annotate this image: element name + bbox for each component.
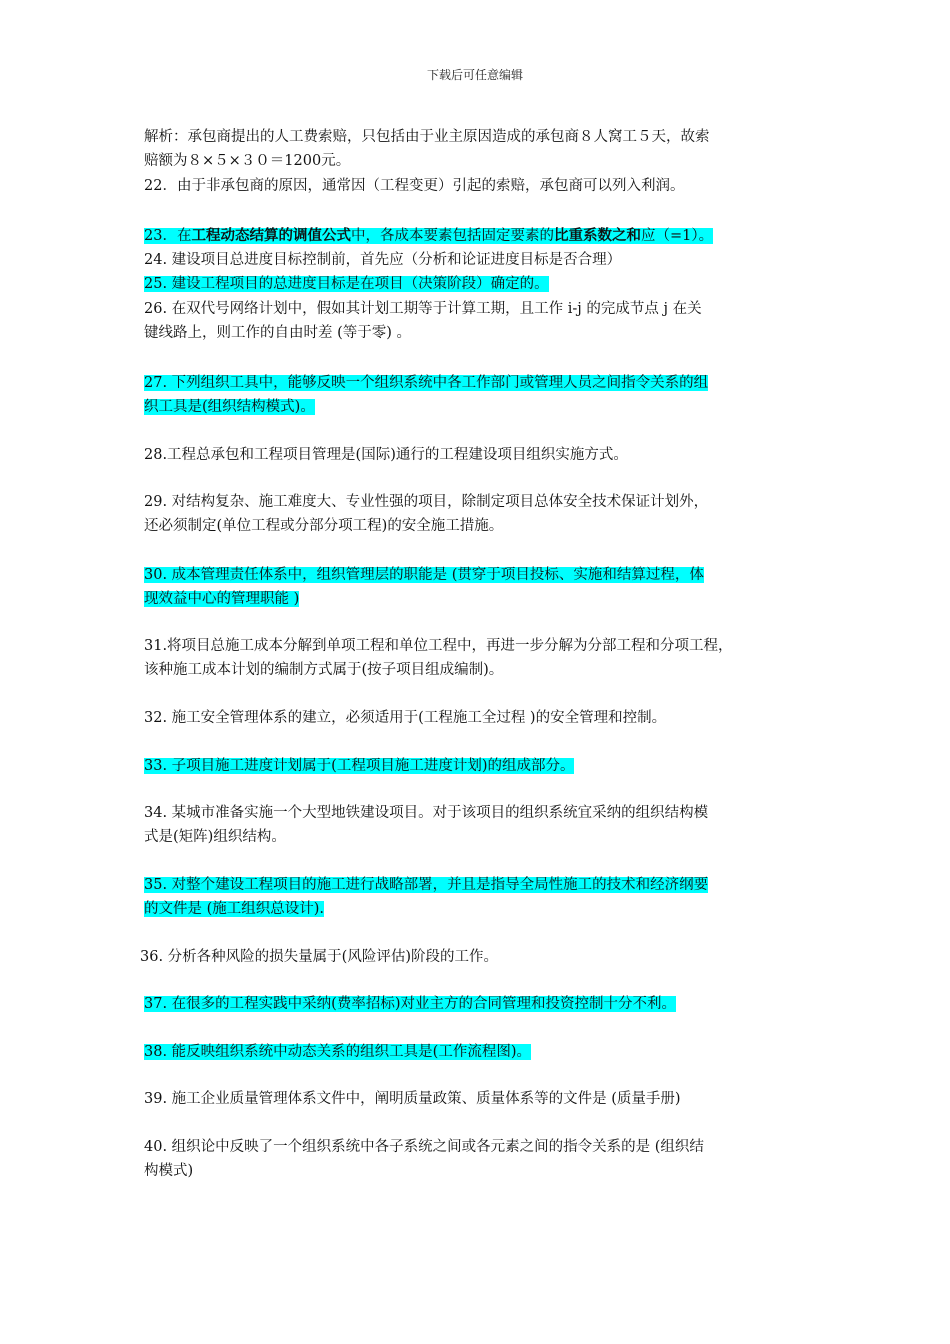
bold-term: 比重系数之和 <box>553 227 641 244</box>
text-line: 32. 施工安全管理体系的建立，必须适用于(工程施工全过程 )的安全管理和控制。 <box>144 710 667 726</box>
highlight-span: 现效益中心的管理职能 ) <box>144 591 300 607</box>
highlight-span: 38. 能反映组织系统中动态关系的组织工具是(工作流程图)。 <box>144 1044 531 1060</box>
text-line-highlighted <box>144 397 315 417</box>
text-line-highlighted <box>144 1042 531 1062</box>
text-line: 24. 建设项目总进度目标控制前，首先应（分析和论证进度目标是否合理） <box>144 252 622 268</box>
text-line-highlighted <box>144 589 299 609</box>
text-part: 中，各成本要素包括固定要素的 <box>350 228 554 244</box>
text-line: 26. 在双代号网络计划中，假如其计划工期等于计算工期，且工作 i-j 的完成节点 j 在关 <box>144 301 702 317</box>
text-line-highlighted <box>144 899 324 919</box>
text-line: 键线路上，则工作的自由时差 (等于零) 。 <box>144 325 412 341</box>
text-line-highlighted <box>144 994 676 1014</box>
text-line-highlighted <box>144 226 713 246</box>
text-line-highlighted <box>144 565 704 585</box>
bold-term: 工程动态结算的调值公式 <box>191 227 351 244</box>
text-line-highlighted <box>144 875 708 895</box>
text-line: 29. 对结构复杂、施工难度大、专业性强的项目，除制定项目总体安全技术保证计划外， <box>144 494 709 510</box>
highlight-span: 37. 在很多的工程实践中采纳(费率招标)对业主方的合同管理和投资控制十分不利。 <box>144 996 676 1012</box>
highlight-span: 30. 成本管理责任体系中，组织管理层的职能是 (贯穿于项目投标、实施和结算过程，体 <box>144 567 704 583</box>
page-header: 下载后可任意编辑 <box>426 68 523 82</box>
text-line: 还必须制定(单位工程或分部分项工程)的安全施工措施。 <box>144 518 504 534</box>
text-part: 23．在 <box>144 228 192 244</box>
text-line: 28.工程总承包和工程项目管理是(国际)通行的工程建设项目组织实施方式。 <box>144 447 628 463</box>
highlight-span: 织工具是(组织结构模式)。 <box>144 399 315 415</box>
highlight-span: 35. 对整个建设工程项目的施工进行战略部署，并且是指导全局性施工的技术和经济纲要 <box>144 877 709 893</box>
text-line: 解析：承包商提出的人工费索赔，只包括由于业主原因造成的承包商８人窝工５天，故索 <box>144 129 710 145</box>
text-line: 31.将项目总施工成本分解到单项工程和单位工程中，再进一步分解为分部工程和分项工程， <box>144 638 733 654</box>
text-line: 36. 分析各种风险的损失量属于(风险评估)阶段的工作。 <box>140 949 498 965</box>
highlight-span: 25. 建设工程项目的总进度目标是在项目（决策阶段）确定的。 <box>144 276 549 292</box>
highlight-span: 的文件是 (施工组织总设计). <box>144 901 325 917</box>
text-line: 22．由于非承包商的原因，通常因（工程变更）引起的索赔，承包商可以列入利润。 <box>144 178 685 194</box>
text-line: 39. 施工企业质量管理体系文件中，阐明质量政策、质量体系等的文件是 (质量手册) <box>144 1091 681 1107</box>
text-line: 34. 某城市准备实施一个大型地铁建设项目。对于该项目的组织系统宜采纳的组织结构模 <box>144 805 709 821</box>
text-line: 构模式) <box>144 1163 194 1179</box>
text-part: 应（=1）。 <box>640 228 714 244</box>
highlight-span: 33. 子项目施工进度计划属于(工程项目施工进度计划)的组成部分。 <box>144 758 575 774</box>
text-line-highlighted <box>144 274 549 294</box>
text-line: 式是(矩阵)组织结构。 <box>144 829 286 845</box>
text-line-highlighted <box>144 756 574 776</box>
highlight-span <box>144 228 713 244</box>
text-line: 40. 组织论中反映了一个组织系统中各子系统之间或各元素之间的指令关系的是 (组织结 <box>144 1139 704 1155</box>
text-line-highlighted <box>144 373 708 393</box>
text-line: 赔额为８×５×３０＝1200元。 <box>144 153 351 169</box>
text-line: 该种施工成本计划的编制方式属于(按子项目组成编制)。 <box>144 662 504 678</box>
highlight-span: 27. 下列组织工具中，能够反映一个组织系统中各工作部门或管理人员之间指令关系的组 <box>144 375 709 391</box>
